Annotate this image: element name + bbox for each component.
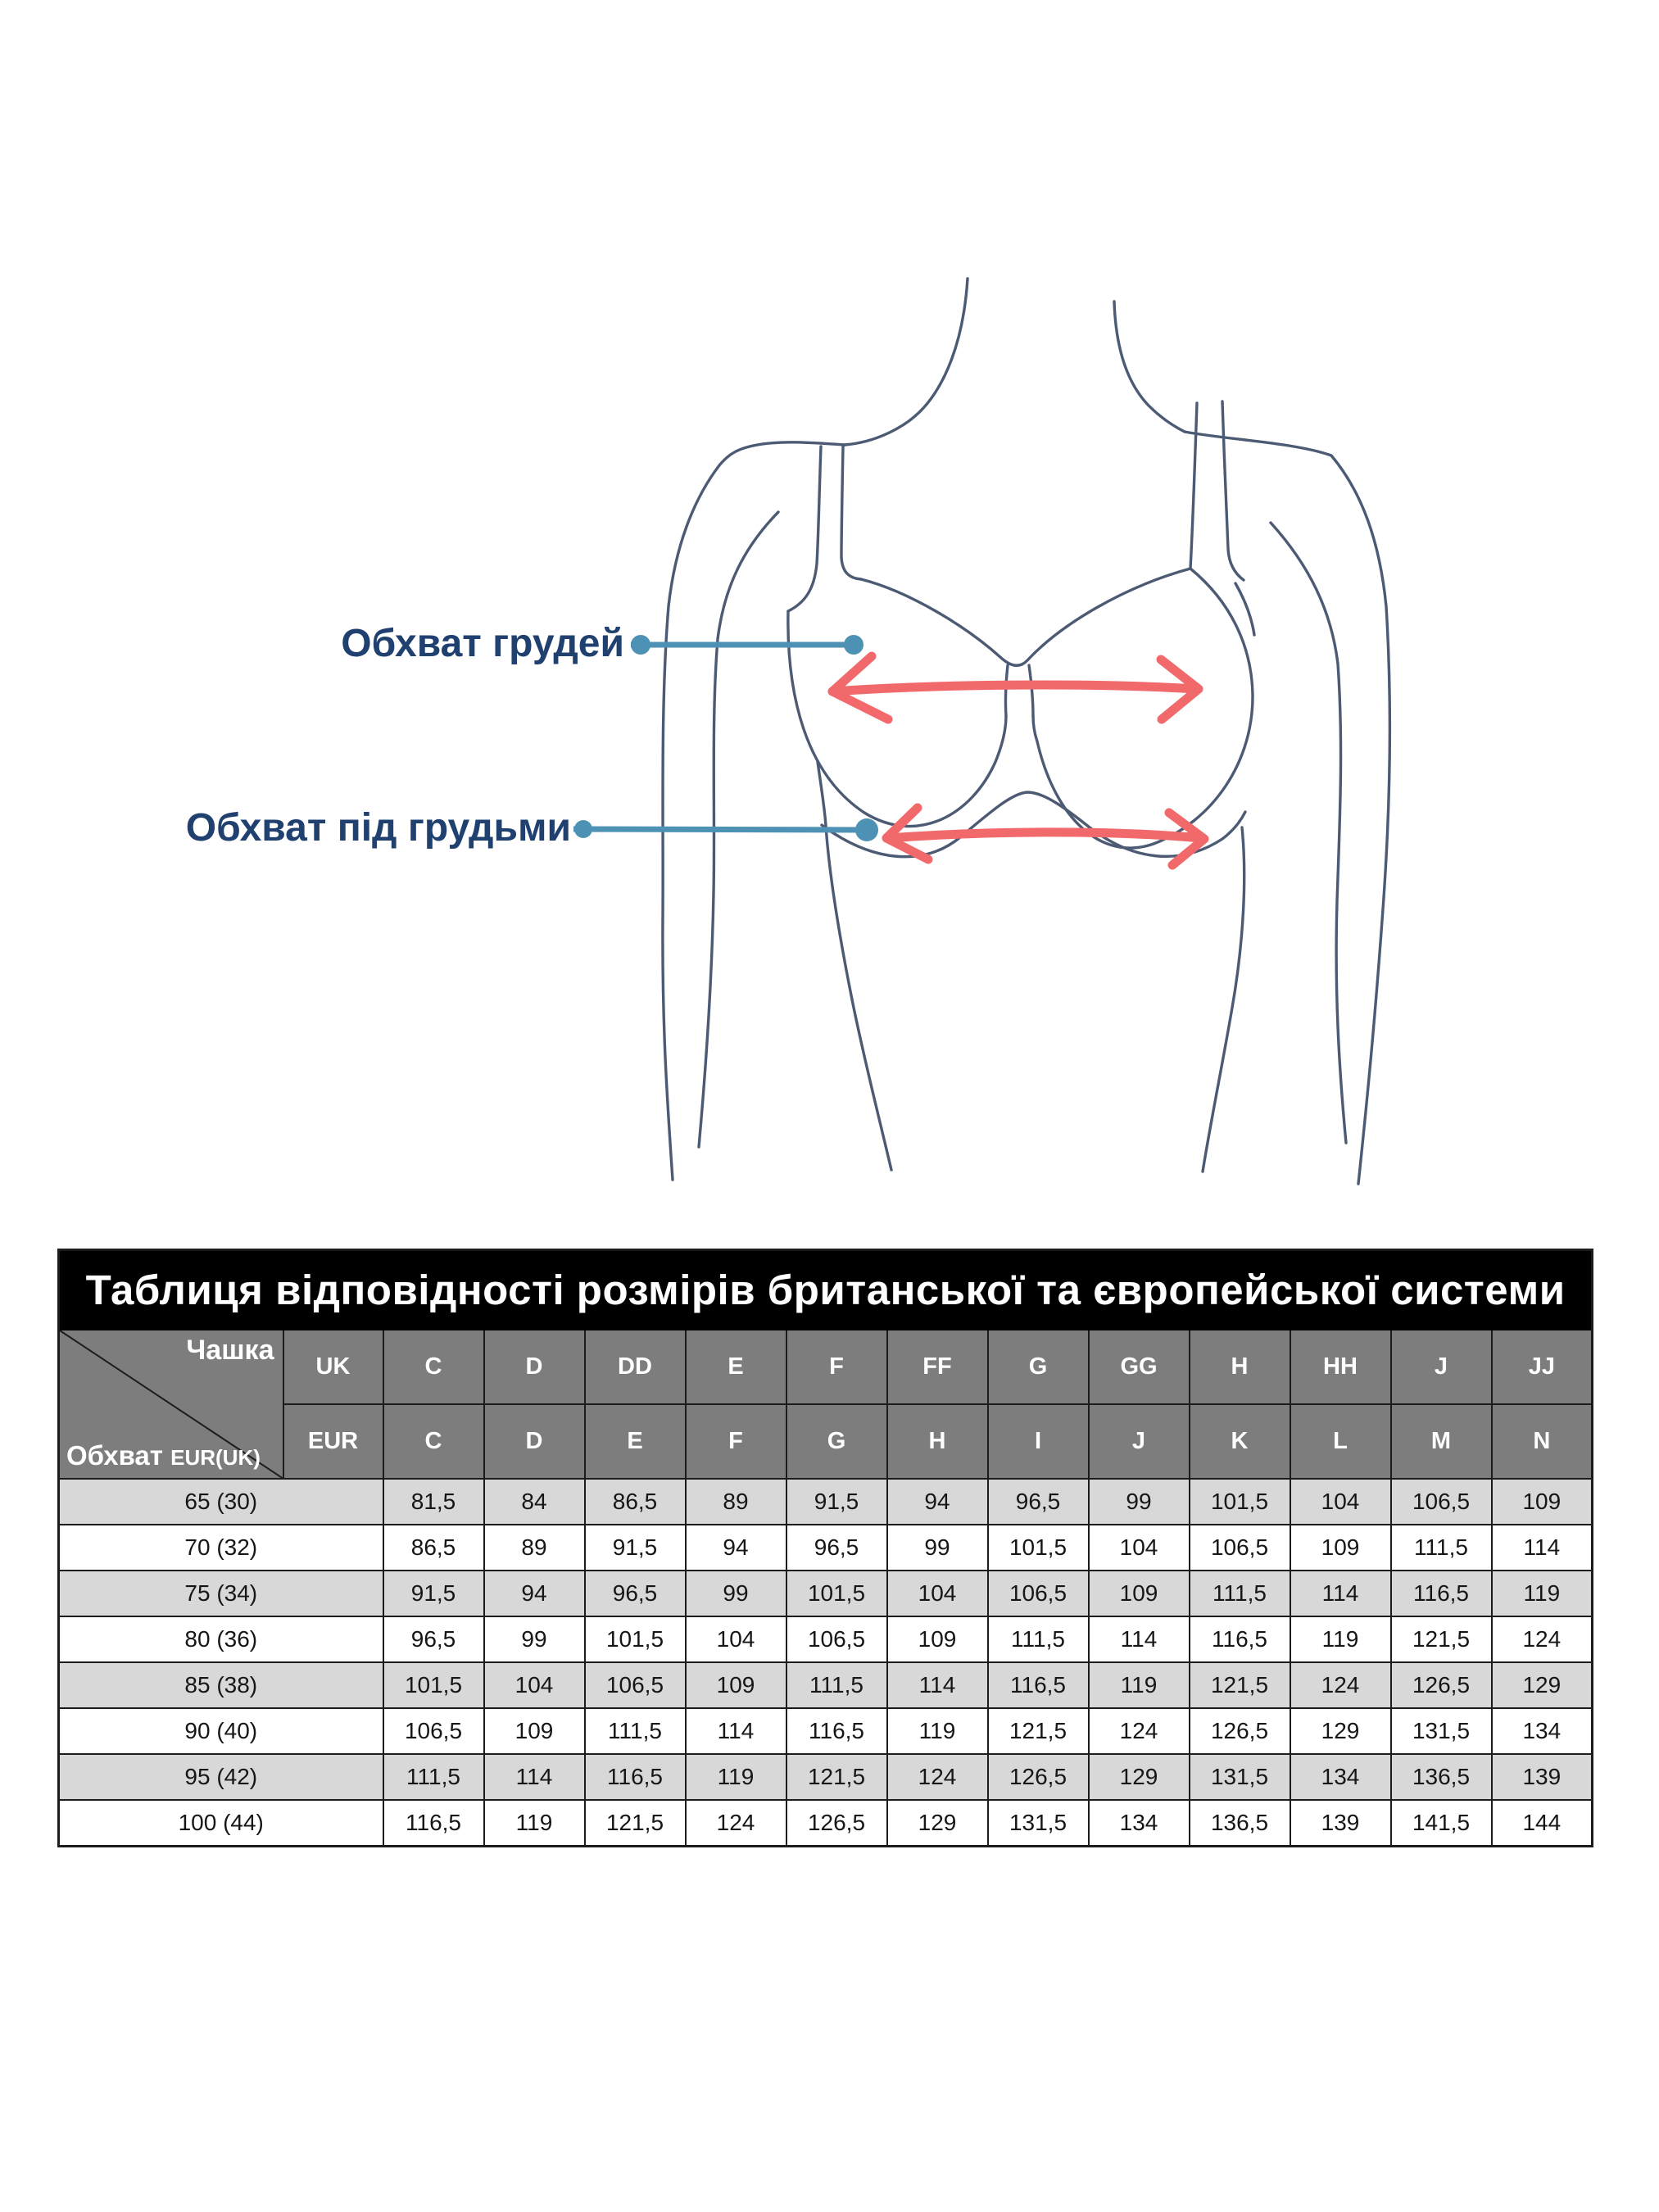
- eur-cup-header: J: [1089, 1404, 1190, 1479]
- uk-system-label: UK: [283, 1330, 383, 1404]
- size-cell: 129: [1290, 1708, 1391, 1754]
- eur-cup-header: I: [988, 1404, 1089, 1479]
- size-row: [59, 1754, 1593, 1800]
- size-cell: 114: [887, 1662, 988, 1708]
- size-cell: 114: [686, 1708, 786, 1754]
- uk-cup-header: F: [786, 1330, 887, 1404]
- uk-cup-header: D: [484, 1330, 585, 1404]
- size-cell: 109: [1492, 1479, 1593, 1525]
- size-cell: 124: [887, 1754, 988, 1800]
- size-table-body: [59, 1479, 1593, 1847]
- size-cell: 121,5: [786, 1754, 887, 1800]
- size-cell: 111,5: [585, 1708, 686, 1754]
- size-cell: 119: [484, 1800, 585, 1847]
- size-cell: 119: [1290, 1616, 1391, 1662]
- uk-cup-header: GG: [1089, 1330, 1190, 1404]
- size-cell: 116,5: [383, 1800, 484, 1847]
- size-cell: 141,5: [1391, 1800, 1492, 1847]
- size-cell: 91,5: [786, 1479, 887, 1525]
- size-cell: 86,5: [383, 1525, 484, 1571]
- table-title: Таблиця відповідності розмірів британської та європейської системи: [59, 1250, 1593, 1330]
- size-cell: 134: [1089, 1800, 1190, 1847]
- eur-cup-header: G: [786, 1404, 887, 1479]
- size-cell: 111,5: [988, 1616, 1089, 1662]
- size-row: [59, 1525, 1593, 1571]
- eur-cup-header: F: [686, 1404, 786, 1479]
- row-label: 80 (36): [59, 1616, 383, 1662]
- eur-system-label: EUR: [283, 1404, 383, 1479]
- size-cell: 134: [1290, 1754, 1391, 1800]
- size-cell: 119: [887, 1708, 988, 1754]
- size-row: [59, 1708, 1593, 1754]
- size-cell: 101,5: [383, 1662, 484, 1708]
- size-cell: 139: [1492, 1754, 1593, 1800]
- size-row: [59, 1479, 1593, 1525]
- bust-label: Обхват грудей: [341, 622, 624, 665]
- underbust-label: Обхват під грудьми: [185, 806, 571, 850]
- size-cell: 116,5: [786, 1708, 887, 1754]
- size-cell: 129: [1492, 1662, 1593, 1708]
- size-cell: 94: [686, 1525, 786, 1571]
- size-cell: 106,5: [1190, 1525, 1290, 1571]
- size-cell: 119: [1089, 1662, 1190, 1708]
- row-label: 75 (34): [59, 1571, 383, 1616]
- size-cell: 129: [1089, 1754, 1190, 1800]
- size-cell: 101,5: [585, 1616, 686, 1662]
- size-cell: 116,5: [1190, 1616, 1290, 1662]
- size-cell: 124: [1290, 1662, 1391, 1708]
- size-cell: 116,5: [585, 1754, 686, 1800]
- row-label: 90 (40): [59, 1708, 383, 1754]
- size-cell: 106,5: [786, 1616, 887, 1662]
- size-cell: 134: [1492, 1708, 1593, 1754]
- size-cell: 109: [686, 1662, 786, 1708]
- size-cell: 104: [887, 1571, 988, 1616]
- row-label: 85 (38): [59, 1662, 383, 1708]
- size-cell: 114: [1492, 1525, 1593, 1571]
- size-cell: 129: [887, 1800, 988, 1847]
- size-cell: 139: [1290, 1800, 1391, 1847]
- size-cell: 111,5: [1190, 1571, 1290, 1616]
- table-title-row: [59, 1250, 1593, 1330]
- eur-cup-header: D: [484, 1404, 585, 1479]
- size-cell: 101,5: [786, 1571, 887, 1616]
- size-cell: 144: [1492, 1800, 1593, 1847]
- size-cell: 114: [484, 1754, 585, 1800]
- size-cell: 94: [887, 1479, 988, 1525]
- eur-cup-header: K: [1190, 1404, 1290, 1479]
- uk-cup-header: H: [1190, 1330, 1290, 1404]
- size-cell: 101,5: [1190, 1479, 1290, 1525]
- eur-header-row: [59, 1404, 1593, 1479]
- row-label: 100 (44): [59, 1800, 383, 1847]
- uk-cup-header: G: [988, 1330, 1089, 1404]
- size-cell: 106,5: [1391, 1479, 1492, 1525]
- size-cell: 104: [1089, 1525, 1190, 1571]
- size-table: [57, 1249, 1593, 1847]
- size-cell: 124: [1492, 1616, 1593, 1662]
- size-cell: 96,5: [585, 1571, 686, 1616]
- size-cell: 96,5: [383, 1616, 484, 1662]
- row-label: 65 (30): [59, 1479, 383, 1525]
- size-cell: 131,5: [1391, 1708, 1492, 1754]
- size-cell: 96,5: [786, 1525, 887, 1571]
- eur-cup-header: L: [1290, 1404, 1391, 1479]
- size-cell: 119: [1492, 1571, 1593, 1616]
- size-cell: 109: [1290, 1525, 1391, 1571]
- figure-outline: [663, 279, 1389, 1184]
- size-cell: 109: [1089, 1571, 1190, 1616]
- size-cell: 86,5: [585, 1479, 686, 1525]
- size-cell: 124: [1089, 1708, 1190, 1754]
- uk-cup-header: DD: [585, 1330, 686, 1404]
- size-cell: 121,5: [1190, 1662, 1290, 1708]
- size-cell: 119: [686, 1754, 786, 1800]
- size-cell: 89: [484, 1525, 585, 1571]
- uk-cup-header: J: [1391, 1330, 1492, 1404]
- corner-cell: [59, 1330, 283, 1479]
- eur-cup-header: E: [585, 1404, 686, 1479]
- size-cell: 114: [1089, 1616, 1190, 1662]
- size-cell: 91,5: [585, 1525, 686, 1571]
- size-cell: 121,5: [1391, 1616, 1492, 1662]
- size-row: [59, 1800, 1593, 1847]
- size-cell: 104: [686, 1616, 786, 1662]
- size-cell: 111,5: [1391, 1525, 1492, 1571]
- size-cell: 91,5: [383, 1571, 484, 1616]
- size-cell: 116,5: [988, 1662, 1089, 1708]
- size-cell: 84: [484, 1479, 585, 1525]
- uk-cup-header: E: [686, 1330, 786, 1404]
- size-cell: 96,5: [988, 1479, 1089, 1525]
- size-row: [59, 1571, 1593, 1616]
- measure-arrows: [832, 656, 1204, 865]
- size-cell: 99: [1089, 1479, 1190, 1525]
- size-cell: 136,5: [1190, 1800, 1290, 1847]
- size-cell: 131,5: [988, 1800, 1089, 1847]
- size-cell: 114: [1290, 1571, 1391, 1616]
- size-cell: 89: [686, 1479, 786, 1525]
- uk-cup-header: JJ: [1492, 1330, 1593, 1404]
- size-cell: 94: [484, 1571, 585, 1616]
- size-cell: 126,5: [786, 1800, 887, 1847]
- size-cell: 104: [484, 1662, 585, 1708]
- size-cell: 126,5: [1391, 1662, 1492, 1708]
- eur-cup-header: C: [383, 1404, 484, 1479]
- size-cell: 111,5: [383, 1754, 484, 1800]
- size-cell: 104: [1290, 1479, 1391, 1525]
- size-cell: 99: [887, 1525, 988, 1571]
- size-cell: 99: [484, 1616, 585, 1662]
- size-cell: 131,5: [1190, 1754, 1290, 1800]
- eur-cup-header: H: [887, 1404, 988, 1479]
- size-row: [59, 1662, 1593, 1708]
- size-cell: 111,5: [786, 1662, 887, 1708]
- row-label: 70 (32): [59, 1525, 383, 1571]
- uk-cup-header: FF: [887, 1330, 988, 1404]
- size-cell: 106,5: [585, 1662, 686, 1708]
- size-cell: 106,5: [383, 1708, 484, 1754]
- girth-header-sub: EUR(UK): [170, 1445, 261, 1470]
- size-cell: 126,5: [1190, 1708, 1290, 1754]
- size-cell: 109: [484, 1708, 585, 1754]
- cup-header-label: Чашка: [186, 1335, 274, 1366]
- eur-cup-header: N: [1492, 1404, 1593, 1479]
- size-cell: 109: [887, 1616, 988, 1662]
- size-cell: 121,5: [585, 1800, 686, 1847]
- size-cell: 81,5: [383, 1479, 484, 1525]
- size-cell: 106,5: [988, 1571, 1089, 1616]
- size-cell: 126,5: [988, 1754, 1089, 1800]
- size-cell: 101,5: [988, 1525, 1089, 1571]
- size-cell: 99: [686, 1571, 786, 1616]
- size-cell: 116,5: [1391, 1571, 1492, 1616]
- size-row: [59, 1616, 1593, 1662]
- uk-cup-header: HH: [1290, 1330, 1391, 1404]
- size-cell: 136,5: [1391, 1754, 1492, 1800]
- girth-header-label: [66, 1440, 261, 1471]
- size-cell: 121,5: [988, 1708, 1089, 1754]
- row-label: 95 (42): [59, 1754, 383, 1800]
- underbust-pointer-line: [573, 818, 878, 841]
- girth-header-main: Обхват: [66, 1440, 163, 1471]
- uk-cup-header: C: [383, 1330, 484, 1404]
- size-cell: 124: [686, 1800, 786, 1847]
- uk-header-row: [59, 1330, 1593, 1404]
- eur-cup-header: M: [1391, 1404, 1492, 1479]
